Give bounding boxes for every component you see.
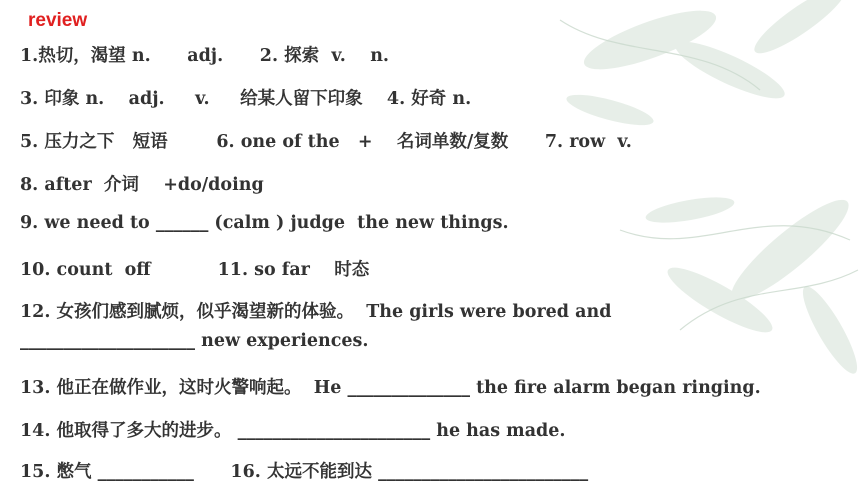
review-line-15: 15. 憋气 ___________ 16. 太远不能到达 ________________________ xyxy=(20,462,589,482)
review-line-8: 8. after 介词 +do/doing xyxy=(20,175,264,195)
review-line-13: 13. 他正在做作业，这时火警响起。 He ______________ the fire alarm began ringing. xyxy=(20,378,761,398)
slide-title: review xyxy=(28,10,88,31)
review-line-14: 14. 他取得了多大的进步。 ______________________ he has made. xyxy=(20,421,566,441)
review-line-12-cont: ____________________ new experiences. xyxy=(20,331,369,351)
review-line-12: 12. 女孩们感到腻烦，似乎渴望新的体验。 The girls were bored and xyxy=(20,302,612,322)
review-line-3: 3. 印象 n. adj. v. 给某人留下印象 4. 好奇 n. xyxy=(20,89,472,109)
review-line-9: 9. we need to ______ (calm ) judge the new things. xyxy=(20,213,509,233)
review-line-10: 10. count off 11. so far 时态 xyxy=(20,260,370,280)
review-line-1: 1.热切，渴望 n. adj. 2. 探索 v. n. xyxy=(20,46,390,66)
review-line-5: 5. 压力之下 短语 6. one of the + 名词单数/复数 7. row v. xyxy=(20,132,632,152)
